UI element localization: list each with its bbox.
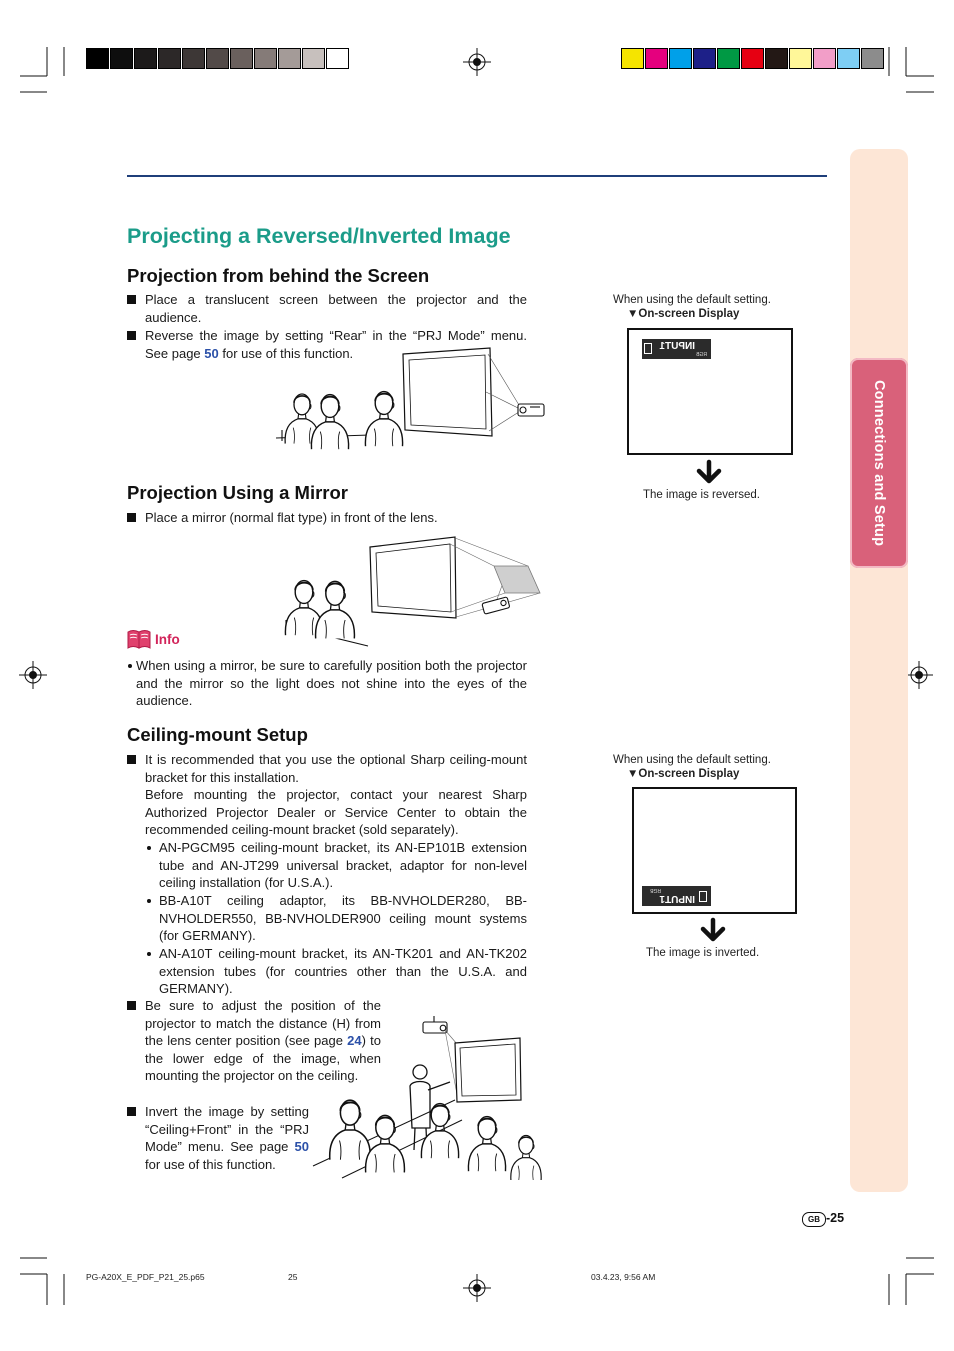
process-color-swatch <box>861 48 884 69</box>
input-icon <box>644 343 652 354</box>
input-badge-reversed <box>642 339 711 359</box>
input-icon <box>699 891 707 902</box>
down-arrow-icon <box>700 917 726 943</box>
info-note <box>127 657 527 710</box>
bullet-item <box>127 1103 309 1173</box>
bullet-text <box>145 1103 309 1173</box>
osd-caption-top: When using the default setting. <box>613 754 771 766</box>
bullet-item <box>127 509 527 527</box>
section-tab-label: Connections and Setup <box>871 379 887 547</box>
audience-person <box>330 1100 371 1160</box>
square-bullet <box>127 755 136 764</box>
registration-mark-top <box>463 48 491 76</box>
registration-mark-left <box>19 661 47 689</box>
badge-text: INPUT1 <box>659 893 695 904</box>
process-color-swatch <box>693 48 716 69</box>
process-color-swatch <box>813 48 836 69</box>
process-color-swatch <box>741 48 764 69</box>
bullet-item <box>127 291 527 326</box>
osd-caption-bottom: The image is reversed. <box>643 489 760 501</box>
down-arrow-icon <box>696 459 722 485</box>
text-run: for use of this function. <box>218 345 354 361</box>
bullet-text: It is recommended that you use the optional Sharp ceiling-mount bracket for this installation. <box>145 752 527 785</box>
text-run: Be sure to adjust the position of the projector to match the distance (H) from the lens center position (see page <box>145 998 381 1049</box>
section-heading-mirror: Projection Using a Mirror <box>127 482 349 503</box>
gray-swatch <box>86 48 109 69</box>
gray-swatch <box>326 48 349 69</box>
page-link[interactable]: 24 <box>347 1033 362 1049</box>
audience-person <box>366 1115 405 1172</box>
registration-mark-bottom <box>463 1274 491 1302</box>
bullet-item <box>127 751 527 786</box>
screen <box>455 1038 521 1102</box>
text-run: ) to the lower edge of the image, when mounting the projector on the ceiling. <box>145 1033 381 1084</box>
round-bullet <box>128 664 132 668</box>
grayscale-color-bar <box>86 48 350 68</box>
ceiling-paragraph: Before mounting the projector, contact your nearest Sharp Authorized Projector Dealer or Service Center to obtain the recommended ceiling-mount bracket (sold separately). <box>145 787 527 838</box>
round-bullet <box>147 899 151 903</box>
square-bullet <box>127 1107 136 1116</box>
text-run: Invert the image by setting “Ceiling+Front” in the “PRJ Mode” menu. See page <box>145 1104 309 1155</box>
sub-bullet-item <box>145 839 527 892</box>
page-link[interactable]: 50 <box>204 345 219 361</box>
badge-text: INPUT1 <box>659 341 695 352</box>
gray-swatch <box>134 48 157 69</box>
ceiling-projector <box>423 1016 447 1033</box>
square-bullet <box>127 331 136 340</box>
text-run: for use of this function. <box>145 1156 276 1172</box>
side-panel-background <box>850 149 908 1192</box>
audience-person <box>468 1117 505 1172</box>
rear-projection-illustration <box>276 346 548 458</box>
gray-swatch <box>302 48 325 69</box>
mirror-projection-illustration <box>284 534 542 648</box>
osd-caption-bottom: The image is inverted. <box>646 947 760 959</box>
audience-person <box>316 581 355 638</box>
gray-swatch <box>230 48 253 69</box>
square-bullet <box>127 295 136 304</box>
page-link[interactable]: 50 <box>294 1139 309 1155</box>
process-color-swatch <box>765 48 788 69</box>
gray-swatch <box>278 48 301 69</box>
page-number: -25 <box>826 1211 845 1225</box>
audience-person <box>365 392 402 447</box>
square-bullet <box>127 513 136 522</box>
osd-caption-top: When using the default setting. <box>613 294 771 306</box>
badge-subtext: RGB <box>696 352 707 358</box>
registration-mark-right <box>905 661 933 689</box>
audience-person <box>511 1135 541 1180</box>
ceiling-mount-illustration <box>312 1016 546 1180</box>
header-rule <box>127 175 827 177</box>
round-bullet <box>147 952 151 956</box>
section-tab[interactable] <box>850 358 908 568</box>
crop-mark-bottom-right <box>889 1258 934 1305</box>
page-title: Projecting a Reversed/Inverted Image <box>127 224 511 248</box>
process-color-swatch <box>645 48 668 69</box>
sub-bullet-text: AN-PGCM95 ceiling-mount bracket, its AN-EP101B extension tube and AN-JT299 universal bracket, adaptor for non-level ceiling installation (for U.S.A.). <box>159 840 527 891</box>
info-text: When using a mirror, be sure to carefully position both the projector and the mirror so the light does not shine into the eyes of the audience. <box>136 658 527 709</box>
badge-subtext: RGB <box>650 887 661 893</box>
process-color-swatch <box>837 48 860 69</box>
slug-page: 25 <box>288 1272 298 1282</box>
info-book-icon <box>127 629 151 650</box>
gray-swatch <box>182 48 205 69</box>
gray-swatch <box>254 48 277 69</box>
osd-label: ▼On-screen Display <box>627 308 740 320</box>
process-color-swatch <box>717 48 740 69</box>
projector <box>518 404 544 416</box>
text-run: Reverse the image by setting “Rear” in the “PRJ Mode” menu. See page <box>145 328 527 361</box>
osd-label: ▼On-screen Display <box>627 768 740 780</box>
bullet-text: Place a translucent screen between the projector and the audience. <box>145 292 527 325</box>
process-color-swatch <box>789 48 812 69</box>
slug-date: 03.4.23, 9:56 AM <box>591 1272 656 1282</box>
crop-mark-bottom-left <box>20 1258 64 1305</box>
region-badge: GB <box>802 1212 826 1227</box>
sub-bullet-item <box>145 892 527 945</box>
slug-filename: PG-A20X_E_PDF_P21_25.p65 <box>86 1272 205 1282</box>
sub-bullet-text: BB-A10T ceiling adaptor, its BB-NVHOLDER280, BB-NVHOLDER550, BB-NVHOLDER900 ceiling mount systems (for GERMANY). <box>159 893 527 944</box>
gray-swatch <box>206 48 229 69</box>
square-bullet <box>127 1001 136 1010</box>
process-color-swatch <box>621 48 644 69</box>
section-heading-ceiling: Ceiling-mount Setup <box>127 724 308 745</box>
gray-swatch <box>110 48 133 69</box>
sub-bullet-item <box>145 945 527 998</box>
bullet-text: Place a mirror (normal flat type) in front of the lens. <box>145 510 438 525</box>
audience-person <box>311 395 348 450</box>
process-color-bar <box>621 48 885 68</box>
crop-mark-top-right <box>889 47 934 92</box>
screen <box>370 537 456 618</box>
sub-bullet-text: AN-A10T ceiling-mount bracket, its AN-TK201 and AN-TK202 extension tubes (for countries other than the U.S.A. and GERMANY). <box>159 946 527 997</box>
process-color-swatch <box>669 48 692 69</box>
section-heading-behind: Projection from behind the Screen <box>127 265 430 286</box>
info-label: Info <box>155 632 180 647</box>
crop-mark-top-left <box>20 47 64 92</box>
screen <box>403 348 492 436</box>
gray-swatch <box>158 48 181 69</box>
round-bullet <box>147 846 151 850</box>
input-badge-inverted <box>642 886 711 906</box>
